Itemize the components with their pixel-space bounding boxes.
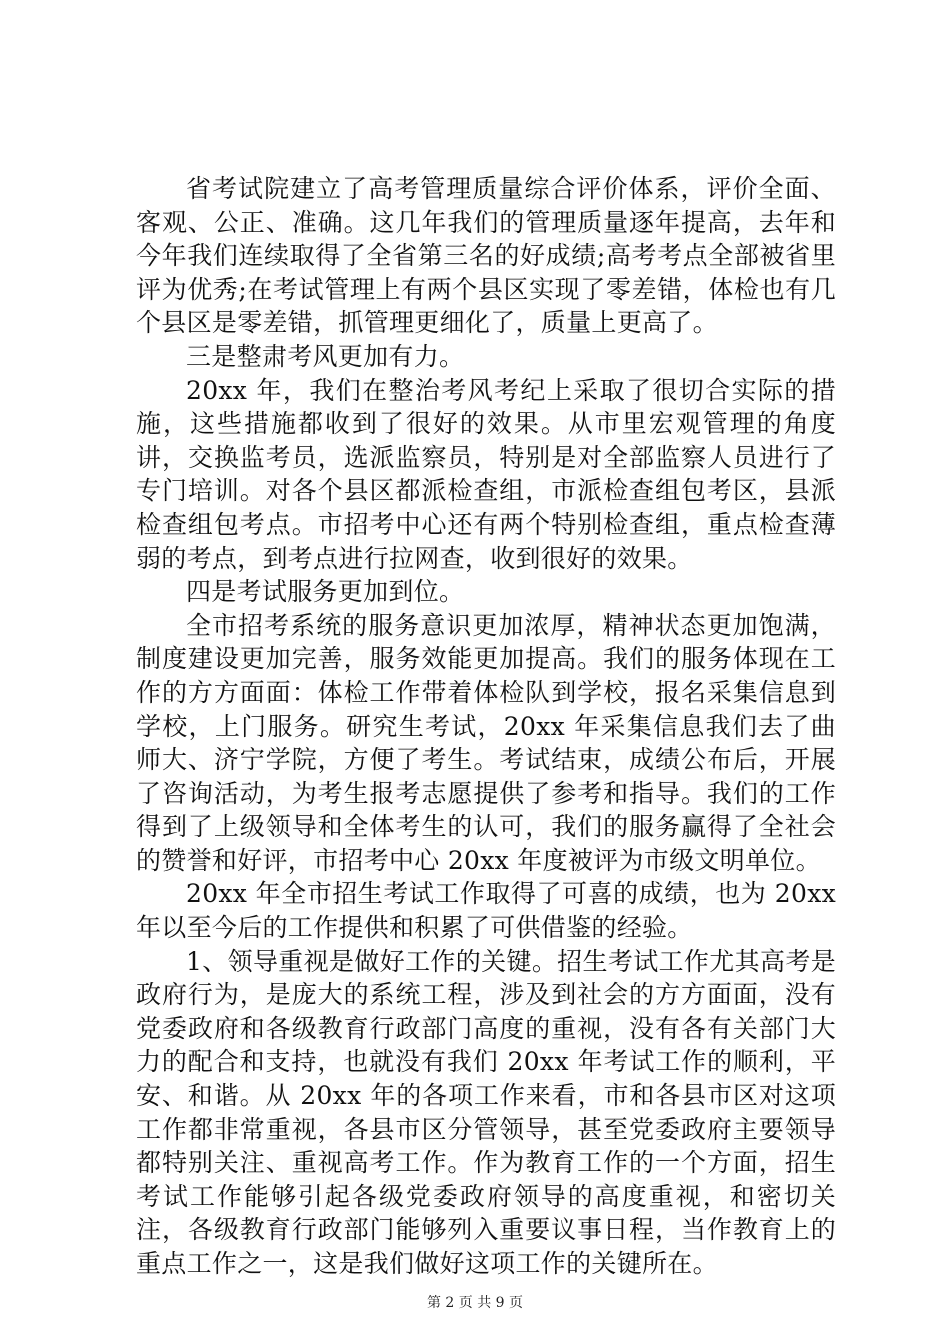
heading-exam-service: 四是考试服务更加到位。 bbox=[186, 577, 465, 607]
paragraph-quality-evaluation: 省考试院建立了高考管理质量综合评价体系，评价全面、客观、公正、准确。这几年我们的管理质量逐年提高，去年和今年我们连续取得了全省第三名的好成绩;高考考点全部被省里评为优秀;在考试管理上有两个县区实现了零差错，体检也有几个县区是零差错，抓管理更细化了，质量上更高了。 bbox=[136, 174, 836, 338]
paragraph-summary: 20xx 年全市招生考试工作取得了可喜的成绩，也为 20xx 年以至今后的工作提供和积累了可供借鉴的经验。 bbox=[136, 879, 836, 943]
paragraph-leadership: 1、领导重视是做好工作的关键。招生考试工作尤其高考是政府行为，是庞大的系统工程，涉及到社会的方方面面，没有党委政府和各级教育行政部门高度的重视，没有各有关部门大力的配合和支持，也就没有我们 20xx 年考试工作的顺利，平安、和谐。从 20xx 年的各项工作来看，市和各县市区对这项工作都非常重视，各县市区分管领导，甚至党委政府主要领导都特别关注、重视高考工作。作为教育工作的一个方面，招生考试工作能够引起各级党委政府领导的高度重视，和密切关注，各级教育行政部门能够列入重要议事日程，当作教育上的重点工作之一，这是我们做好这项工作的关键所在。 bbox=[136, 946, 836, 1278]
paragraph-exam-service: 全市招考系统的服务意识更加浓厚，精神状态更加饱满，制度建设更加完善，服务效能更加提高。我们的服务体现在工作的方方面面：体检工作带着体检队到学校，报名采集信息到学校，上门服务。研究生考试，20xx 年采集信息我们去了曲师大、济宁学院，方便了考生。考试结束，成绩公布后，开展了咨询活动，为考生报考志愿提供了参考和指导。我们的工作得到了上级领导和全体考生的认可，我们的服务赢得了全社会的赞誉和好评，市招考中心 20xx 年度被评为市级文明单位。 bbox=[136, 610, 836, 875]
heading-exam-discipline: 三是整肃考风更加有力。 bbox=[186, 341, 465, 371]
page-number-footer: 第 2 页 共 9 页 bbox=[426, 1295, 524, 1311]
paragraph-exam-discipline: 20xx 年，我们在整治考风考纪上采取了很切合实际的措施，这些措施都收到了很好的效果。从市里宏观管理的角度讲，交换监考员，选派监察员，特别是对全部监察人员进行了专门培训。对各个县区都派检查组，市派检查组包考区，县派检查组包考点。市招考中心还有两个特别检查组，重点检查薄弱的考点，到考点进行拉网查，收到很好的效果。 bbox=[136, 375, 836, 573]
document-body bbox=[136, 172, 836, 1281]
